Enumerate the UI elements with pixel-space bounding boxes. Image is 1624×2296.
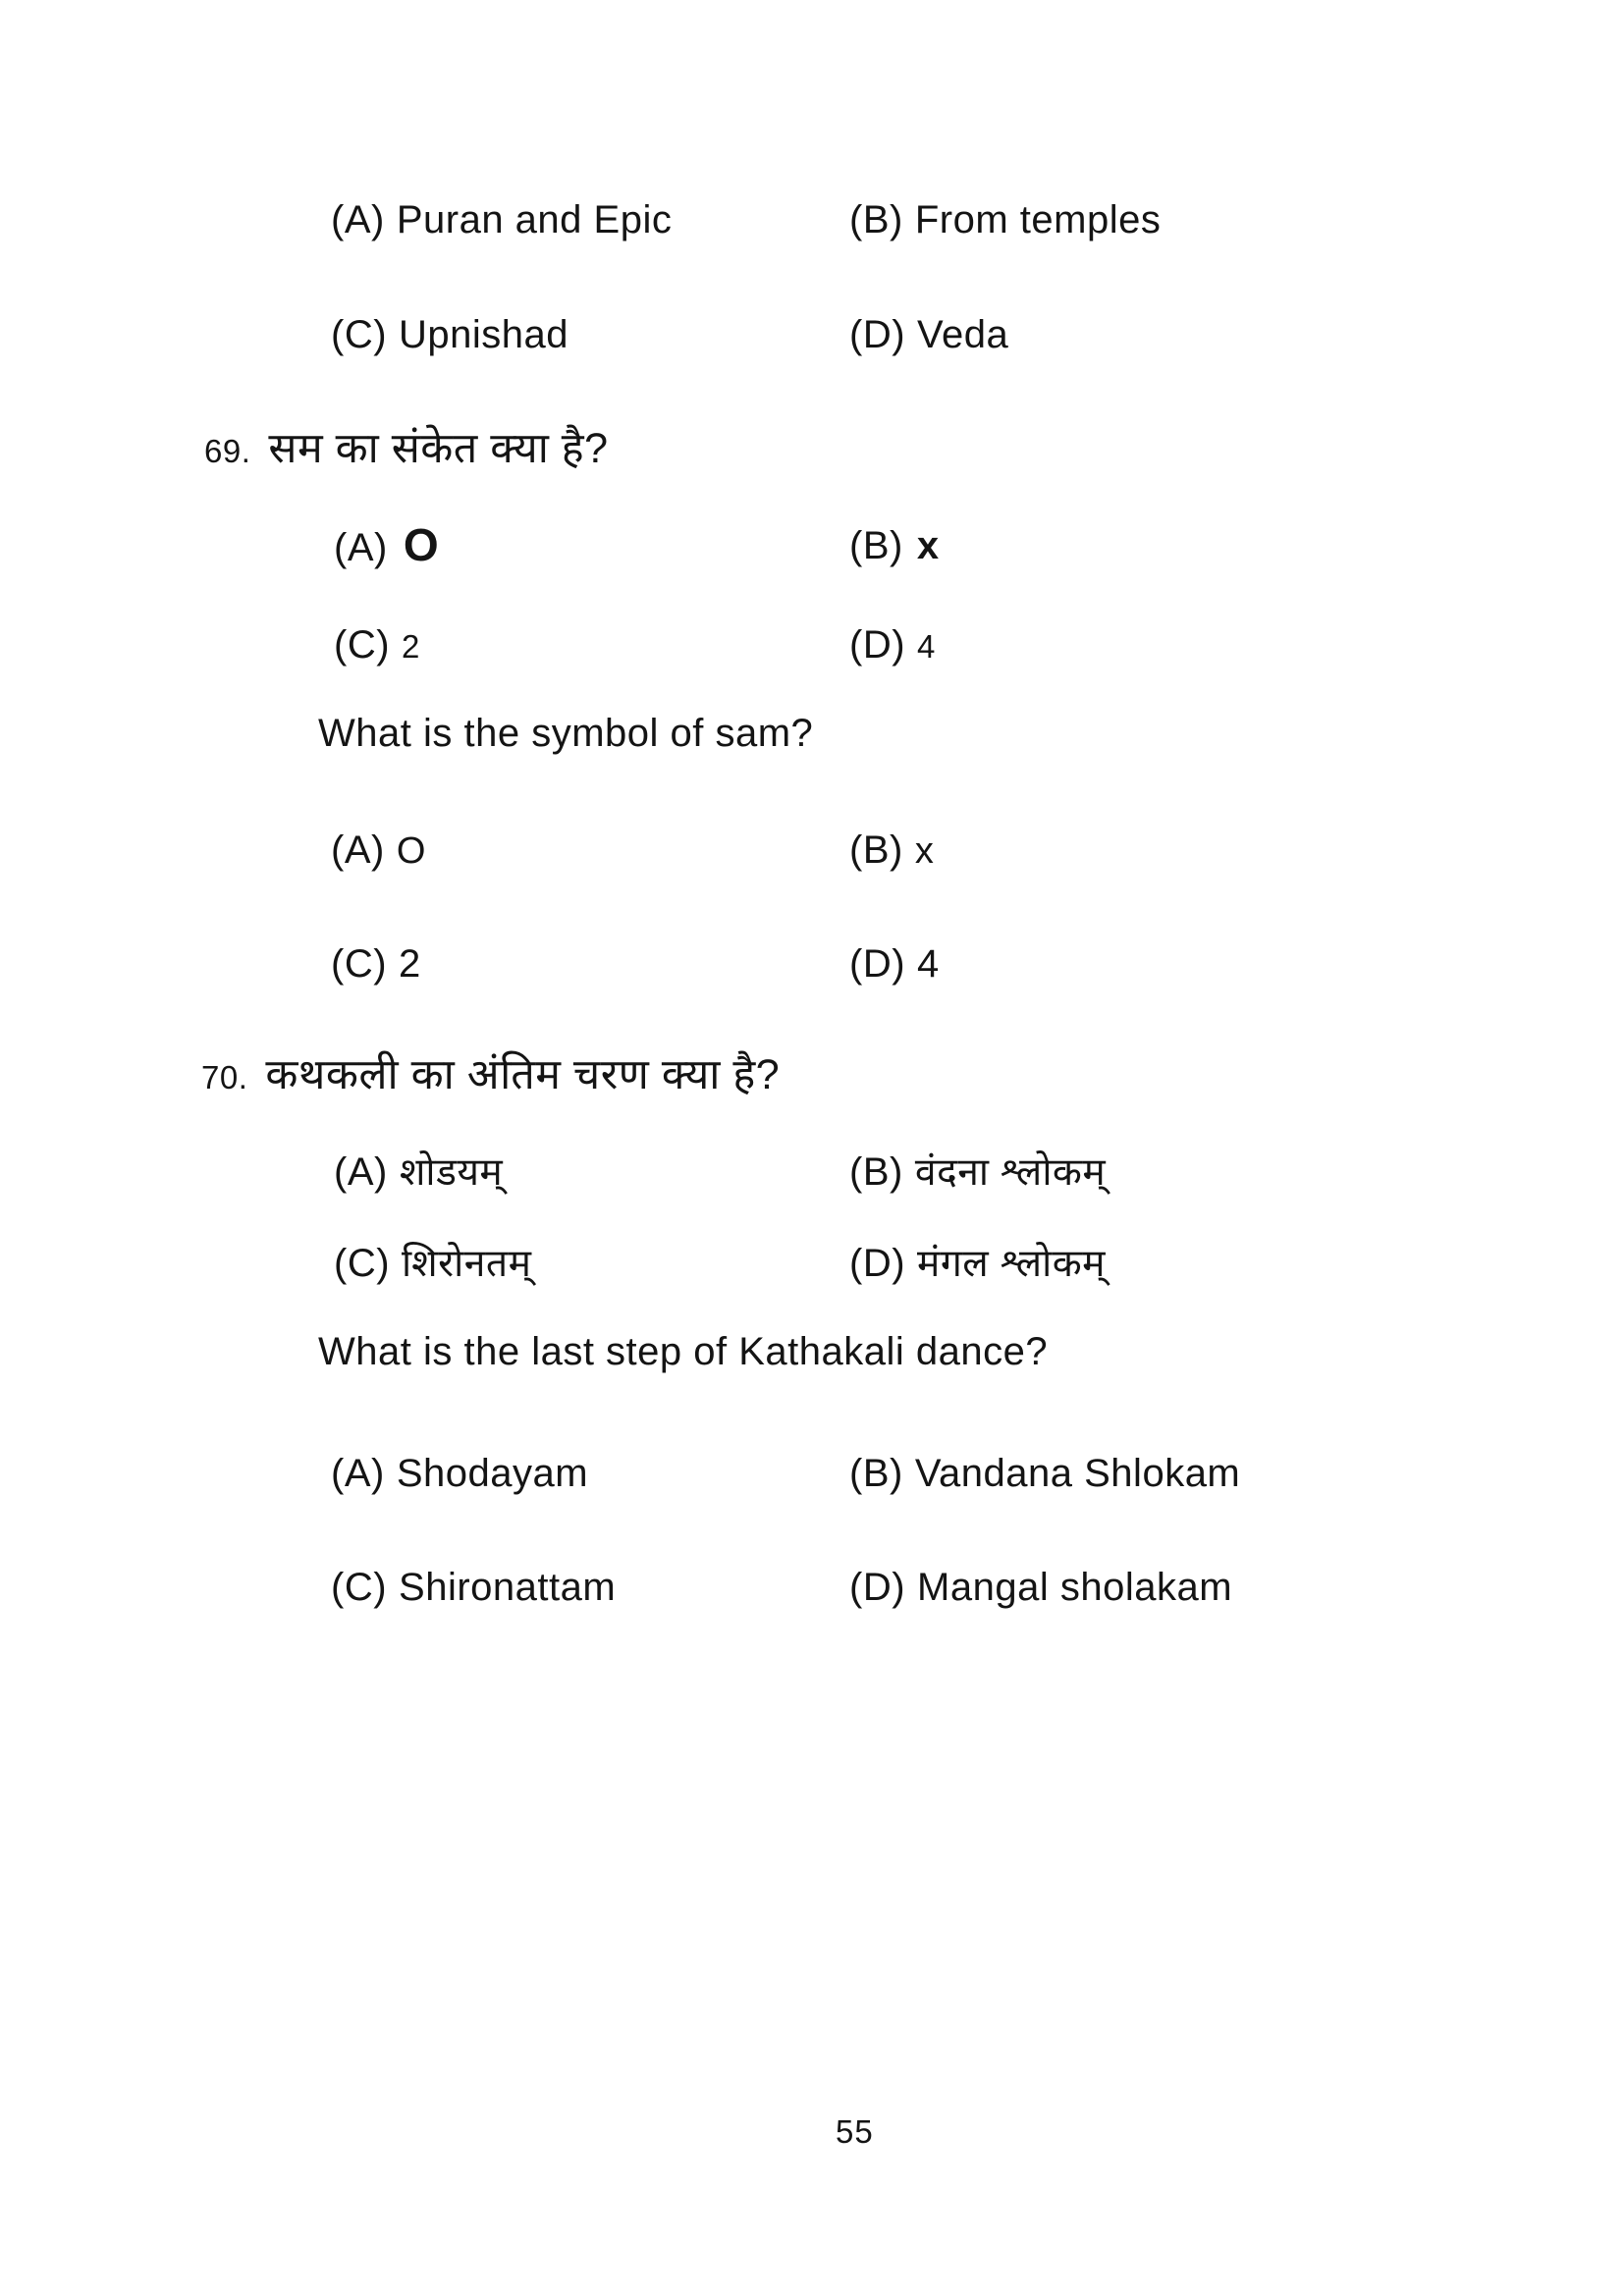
- prev-option-b: [849, 196, 1161, 243]
- option-a-symbol: O: [403, 519, 440, 570]
- q69-english-option-d: [849, 940, 940, 988]
- question-69-english-text: What is the symbol of sam?: [318, 712, 814, 755]
- question-70-hindi-text: कथकली का अंतिम चरण क्या है?: [265, 1051, 781, 1098]
- option-a-symbol: O: [396, 830, 426, 872]
- q70-hindi-option-d: [849, 1240, 1106, 1288]
- q70-english-option-d: [849, 1564, 1232, 1611]
- option-c-symbol: 2: [399, 942, 421, 986]
- option-b-label: (B): [849, 1150, 903, 1194]
- option-d-label: (D): [849, 623, 906, 667]
- q69-english-option-a: [331, 827, 426, 875]
- page-number: 55: [836, 2113, 874, 2150]
- option-c-label: (C): [334, 1242, 391, 1285]
- option-a-label: (A): [334, 1150, 388, 1194]
- option-a-text: Shodayam: [396, 1452, 589, 1495]
- option-b-symbol: x: [914, 830, 935, 872]
- prev-option-a: [331, 196, 672, 243]
- option-c-text: Upnishad: [399, 313, 569, 356]
- question-69-hindi-text: सम का संकेत क्या है?: [268, 425, 609, 472]
- option-b-label: (B): [849, 828, 903, 872]
- q69-english-option-c: [331, 940, 421, 988]
- option-d-text: Veda: [917, 313, 1009, 356]
- question-70-number: 70.: [201, 1059, 248, 1095]
- option-b-text: From temples: [914, 198, 1162, 241]
- q69-hindi-option-a: [334, 518, 439, 572]
- option-a-label: (A): [331, 828, 385, 872]
- option-b-label: (B): [849, 524, 903, 567]
- option-c-label: (C): [334, 623, 391, 667]
- option-c-symbol: 2: [402, 628, 420, 665]
- question-70-hindi: [201, 1050, 780, 1101]
- option-b-text: Vandana Shlokam: [914, 1452, 1241, 1495]
- option-c-label: (C): [331, 1566, 388, 1609]
- q70-english-option-a: [331, 1450, 588, 1497]
- option-a-label: (A): [334, 526, 388, 569]
- option-a-label: (A): [331, 1452, 385, 1495]
- option-d-label: (D): [849, 942, 906, 986]
- q69-hindi-option-c: [334, 621, 420, 668]
- option-a-label: (A): [331, 198, 385, 241]
- question-70-english-text: What is the last step of Kathakali dance?: [318, 1330, 1049, 1373]
- q70-hindi-option-c: [334, 1240, 531, 1288]
- option-d-symbol: 4: [917, 628, 936, 665]
- q69-english-option-b: [849, 827, 934, 875]
- option-b-label: (B): [849, 198, 903, 241]
- option-b-text: वंदना श्लोकम्: [914, 1151, 1107, 1194]
- option-c-text: Shironattam: [399, 1566, 617, 1609]
- option-d-label: (D): [849, 313, 906, 356]
- option-c-label: (C): [331, 942, 388, 986]
- prev-option-d: [849, 311, 1008, 358]
- option-d-symbol: 4: [917, 942, 940, 986]
- option-b-label: (B): [849, 1452, 903, 1495]
- option-d-text: मंगल श्लोकम्: [917, 1243, 1106, 1285]
- prev-option-c: [331, 311, 568, 358]
- question-69-hindi: [204, 424, 609, 475]
- option-a-text: Puran and Epic: [396, 198, 673, 241]
- q70-english-option-b: [849, 1450, 1240, 1497]
- option-d-label: (D): [849, 1242, 906, 1285]
- option-d-text: Mangal sholakam: [917, 1566, 1233, 1609]
- question-69-number: 69.: [204, 433, 251, 469]
- q69-hindi-option-d: [849, 621, 936, 668]
- option-a-text: शोडयम्: [399, 1151, 504, 1194]
- q70-hindi-option-a: [334, 1148, 503, 1197]
- option-c-label: (C): [331, 313, 388, 356]
- q70-english-option-c: [331, 1564, 616, 1611]
- q69-hindi-option-b: [849, 522, 940, 569]
- option-b-symbol: x: [916, 524, 940, 567]
- option-c-text: शिरोनतम्: [402, 1243, 532, 1285]
- q70-hindi-option-b: [849, 1148, 1106, 1197]
- option-d-label: (D): [849, 1566, 906, 1609]
